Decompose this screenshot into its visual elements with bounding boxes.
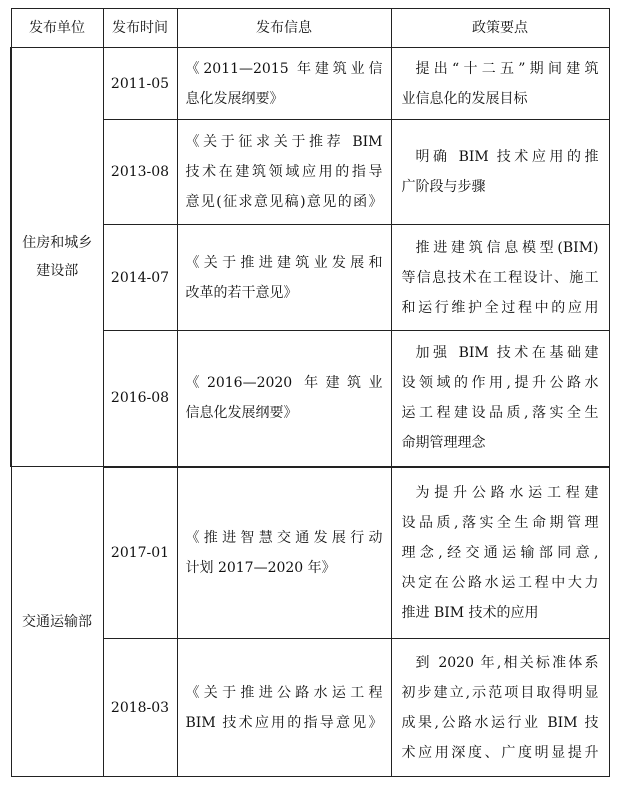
doc-cell: 《2016—2020 年建筑业 信息化发展纲要》 (177, 331, 391, 467)
date-cell: 2016-08 (103, 331, 177, 467)
doc-cell: 《关于推进建筑业发展和 改革的若干意见》 (177, 225, 391, 331)
unit-line: 交通运输部 (22, 613, 92, 630)
table-row (11, 467, 609, 639)
policy-cell: 推进建筑信息模型(BIM) 等信息技术在工程设计、施工 和运行维护全过程中的应用 (391, 225, 609, 331)
policy-cell: 到 2020 年,相关标准体系 初步建立,示范项目取得明显 成果,公路水运行业 BIM 技 术应用深度、广度明显提升 (391, 639, 609, 777)
date-cell: 2014-07 (103, 225, 177, 331)
doc-cell: 《关于推进公路水运工程 BIM 技术应用的指导意见》 (177, 639, 391, 777)
header-doc: 发布信息 (177, 9, 391, 48)
header-unit: 发布单位 (11, 9, 103, 48)
policy-cell: 加强 BIM 技术在基础建 设领域的作用,提升公路水 运工程建设品质,落实全生 命期管理理念 (391, 331, 609, 467)
unit-line: 住房和城乡 (22, 235, 93, 251)
doc-cell: 《推进智慧交通发展行动 计划 2017—2020 年》 (177, 467, 391, 639)
doc-cell: 《2011—2015 年建筑业信 息化发展纲要》 (177, 48, 391, 120)
header-date: 发布时间 (103, 9, 177, 48)
unit-line: 建设部 (36, 263, 79, 279)
policy-cell: 明确 BIM 技术应用的推 广阶段与步骤 (391, 120, 609, 225)
table-row (11, 48, 609, 120)
date-cell: 2011-05 (103, 48, 177, 120)
header-policy: 政策要点 (391, 9, 609, 48)
date-cell: 2013-08 (103, 120, 177, 225)
unit-cell (11, 48, 103, 467)
unit-cell (11, 467, 103, 777)
policy-cell: 为提升公路水运工程建 设品质,落实全生命期管理 理念,经交通运输部同意, 决定在公路水运工程中大力 推进 BIM 技术的应用 (391, 467, 609, 639)
header-row (11, 9, 609, 48)
policy-table (10, 8, 610, 777)
doc-cell: 《关于征求关于推荐 BIM 技术在建筑领域应用的指导 意见(征求意见稿)意见的函》 (177, 120, 391, 225)
policy-cell: 提出“十二五”期间建筑 业信息化的发展目标 (391, 48, 609, 120)
date-cell: 2018-03 (103, 639, 177, 777)
date-cell: 2017-01 (103, 467, 177, 639)
